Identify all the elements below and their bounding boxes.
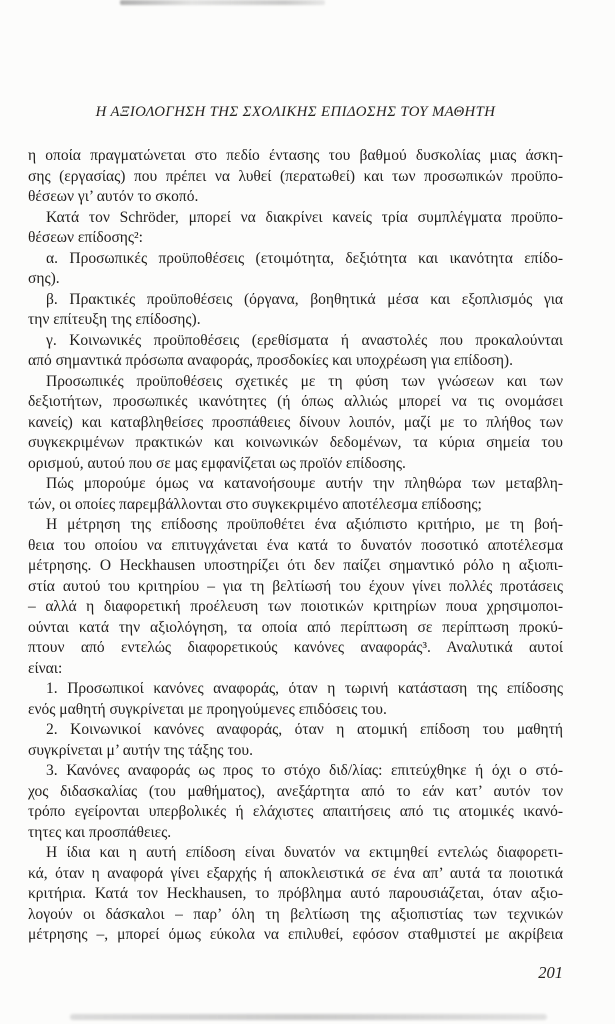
text-line: θεια του οποίου να επιτυγχάνεται ένα κατά το δυνατόν ποσοτικό αποτέλεσμα	[28, 536, 563, 554]
text-line: α. Προσωπικές προϋποθέσεις (ετοιμότητα, δεξιότητα και ικανότητα επίδο-	[46, 249, 563, 267]
text-line: 1. Προσωπικοί κανόνες αναφοράς, όταν η τωρινή κατάσταση της επίδοσης	[46, 680, 563, 697]
running-head-title: Η ΑΞΙΟΛΟΓΗΣΗ ΤΗΣ ΣΧΟΛΙΚΗΣ ΕΠΙΔΟΣΗΣ ΤΟΥ ΜΑΘΗΤΗ	[95, 104, 496, 120]
text-line: χος διδασκαλίας (του μαθήματος), ανεξάρτητα από το εάν κατ’ αυτόν τον	[28, 782, 563, 800]
text-line: την επίτευξη της επίδοσης).	[28, 311, 201, 328]
text-line: Πώς μπορούμε όμως να κατανοήσουμε αυτήν την πληθώρα των μεταβλη-	[46, 475, 563, 492]
text-line: γ. Κοινωνικές προϋποθέσεις (ερεθίσματα ή αναστολές που προκαλούνται	[46, 331, 563, 349]
text-line: ορισμού, αυτού που σε μας εμφανίζεται ως προϊόν επίδοσης.	[28, 454, 406, 472]
text-line: δεξιοτήτων, προσωπικές ικανότητες (ή όπως αλλιώς μπορεί να τις ονομάσει	[28, 393, 563, 410]
paragraph	[28, 372, 563, 475]
paragraph	[28, 761, 563, 843]
text-line: 2. Κοινωνικοί κανόνες αναφοράς, όταν η ατομική επίδοση του μαθητή	[46, 721, 563, 738]
text-line: τών, οι οποίες παρεμβάλλονται στο συγκεκριμένο αποτέλεσμα επίδοσης;	[28, 495, 482, 513]
text-line: κριτήρια. Κατά τον Heckhausen, το πρόβλημα αυτό παρουσιάζεται, όταν αξιο-	[28, 885, 563, 902]
text-line: πτουν από εντελώς διαφορετικούς κανόνες αναφοράς³. Αναλυτικά αυτοί	[28, 639, 563, 656]
scan-artifact-top	[120, 0, 325, 5]
paragraph	[28, 331, 563, 372]
text-block	[28, 146, 563, 946]
text-line: 3. Κανόνες αναφοράς ως προς το στόχο διδ/λίας: επιτεύχθηκε ή όχι ο στό-	[46, 762, 563, 779]
text-line: από σημαντικά πρόσωπα αναφοράς, προσδοκίες και υποχρέωση για επίδοση).	[28, 352, 513, 369]
text-line: ούνται κατά την αξιολόγηση, τα οποία από περίπτωση σε περίπτωση προκύ-	[28, 618, 563, 636]
text-line: η οποία πραγματώνεται στο πεδίο έντασης του βαθμού δυσκολίας μιας άσκη-	[28, 147, 563, 164]
text-line: θέσεων επίδοσης²:	[28, 229, 143, 246]
text-line: τρόπο εγείρονται υπερβολικές ή ελάχιστες απαιτήσεις από τις ατομικές ικανό-	[28, 803, 563, 820]
paragraph	[28, 679, 563, 720]
paragraph	[28, 515, 563, 679]
page-number: 201	[538, 963, 563, 982]
text-line: μέτρησης –, μπορεί όμως εύκολα να επιλυθεί, εφόσον σταθμιστεί με ακρίβεια	[28, 926, 563, 943]
paragraph	[28, 290, 563, 331]
text-line: συγκεκριμένων πρακτικών και κοινωνικών δεδομένων, τα κύρια σημεία του	[28, 434, 563, 451]
paragraph	[28, 146, 563, 208]
text-line: σης).	[28, 270, 60, 287]
text-line: θέσεων γι’ αυτόν το σκοπό.	[28, 188, 199, 205]
paragraph	[28, 843, 563, 946]
text-line: μέτρησης. Ο Heckhausen υποστηρίζει ότι δεν παίζει σημαντικό ρόλο η αξιοπι-	[28, 557, 563, 574]
scan-artifact-bottom	[70, 1014, 547, 1020]
text-line: τητες και προσπάθειες.	[28, 823, 172, 841]
text-line: στία αυτού του κριτηρίου – για τη βελτίωσή του έχουν γίνει πολλές προτάσεις	[28, 577, 563, 595]
paragraph	[28, 720, 563, 761]
text-line: λογούν οι δάσκαλοι – παρ’ όλη τη βελτίωση της αξιοπιστίας των τεχνικών	[28, 905, 563, 923]
text-line: Προσωπικές προϋποθέσεις σχετικές με τη φύση των γνώσεων και των	[46, 372, 563, 390]
text-line: είναι:	[28, 659, 63, 677]
text-line: κανείς) και καταβληθείσες προσπάθειες δίνουν λοιπόν, μαζί με το πλήθος των	[28, 413, 563, 431]
text-line: συγκρίνεται μ’ αυτήν της τάξης του.	[28, 741, 253, 759]
text-line: κά, όταν η αναφορά γίνει εξαρχής ή αποκλειστικά σε ένα απ’ αυτά τα ποιοτικά	[28, 864, 563, 882]
text-line: β. Πρακτικές προϋποθέσεις (όργανα, βοηθητικά μέσα και εξοπλισμός για	[46, 290, 563, 308]
paragraph	[28, 208, 563, 249]
text-line: Η ίδια και η αυτή επίδοση είναι δυνατόν να εκτιμηθεί εντελώς διαφορετι-	[46, 844, 563, 861]
text-line: – αλλά η διαφορετική προέλευση των ποιοτικών κριτηρίων πουα χρησιμοποι-	[28, 598, 563, 615]
text-line: ενός μαθητή συγκρίνεται με προηγούμενες επιδόσεις του.	[28, 700, 387, 718]
paragraph	[28, 474, 563, 515]
text-line: Η μέτρηση της επίδοσης προϋποθέτει ένα αξιόπιστο κριτήριο, με τη βοή-	[46, 516, 563, 533]
paragraph	[28, 249, 563, 290]
text-line: σης (εργασίας) που πρέπει να λυθεί (περατωθεί) και των προσωπικών προϋπο-	[28, 167, 563, 185]
text-line: Κατά τον Schröder, μπορεί να διακρίνει κανείς τρία συμπλέγματα προϋπο-	[46, 208, 563, 226]
